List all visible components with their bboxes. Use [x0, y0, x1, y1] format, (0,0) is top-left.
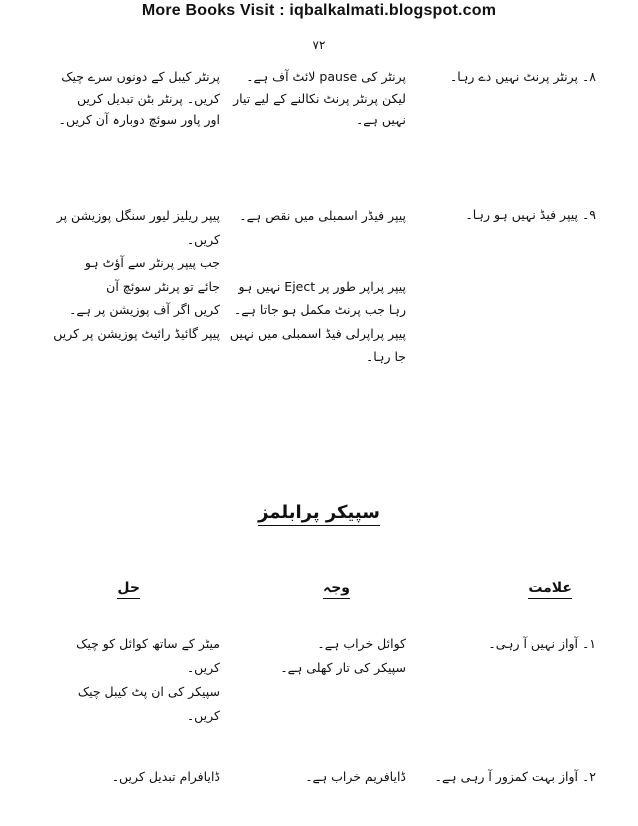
- solution-line: کریں۔: [186, 708, 220, 723]
- solution-line: میٹر کے ساتھ کوائل کو چیک: [76, 636, 220, 651]
- cause-line: سپیکر کی تار کھلی ہے۔: [280, 660, 406, 675]
- cause-line: جا رہا۔: [365, 349, 406, 364]
- speaker-1-cause: [236, 632, 406, 680]
- cause-line: لیکن پرنٹر پرنٹ نکالنے کے لیے تیار: [233, 90, 406, 106]
- column-header-label: علامت: [528, 580, 572, 599]
- page-number: ۷۲: [312, 38, 326, 52]
- column-header-solution: [117, 580, 140, 596]
- solution-line: کریں اگر آف پوزیشن پر ہے۔: [69, 302, 220, 317]
- speaker-2-solution: [30, 766, 220, 788]
- cause-line: پیپر فیڈر اسمبلی میں نقص ہے۔: [239, 208, 406, 223]
- symptom-line: ۸۔ پرنٹر پرنٹ نہیں دے رہا۔: [449, 69, 596, 84]
- solution-line: کریں۔: [186, 231, 220, 247]
- problem-9-solution: [30, 204, 220, 345]
- problem-8-cause: [233, 66, 406, 131]
- cause-line: [236, 251, 406, 275]
- cause-line: کوائل خراب ہے۔: [317, 636, 406, 651]
- speaker-2-symptom: [434, 766, 596, 788]
- solution-line: سپیکر کی ان پٹ کیبل چیک: [77, 684, 220, 699]
- cause-line: رہا جب پرنٹ مکمل ہو جاتا ہے۔: [233, 302, 406, 317]
- cause-line: پیپر پراپرلی فیڈ اسمبلی میں نہیں: [229, 325, 406, 341]
- cause-line: نہیں ہے۔: [355, 112, 406, 127]
- column-header-label: وجہ: [323, 580, 350, 599]
- symptom-line: ۹۔ پیپر فیڈ نہیں ہو رہا۔: [465, 207, 596, 222]
- cause-line: پرنٹر کی pause لائٹ آف ہے۔: [246, 69, 406, 84]
- solution-line: کریں۔: [186, 660, 220, 675]
- column-header-symptom: [528, 580, 572, 596]
- speaker-1-solution: [30, 632, 220, 728]
- solution-line: جائے تو پرنٹر سوئچ آن: [106, 278, 220, 294]
- solution-line: کریں۔ پرنٹر بٹن تبدیل کریں: [77, 90, 220, 106]
- solution-line: ڈایافرام تبدیل کریں۔: [111, 769, 220, 784]
- solution-line: پیپر گائیڈ رائیٹ پوزیشن پر کریں: [53, 325, 220, 341]
- solution-line: پرنٹر کیبل کے دونوں سرے چیک: [61, 69, 220, 84]
- symptom-line: ۲۔ آواز بہت کمزور آ رہی ہے۔: [434, 769, 596, 784]
- speaker-2-cause: [236, 766, 406, 788]
- section-title-text: سپیکر پرابلمز: [258, 502, 380, 526]
- cause-line: پیپر پراپر طور پر Eject نہیں ہو: [238, 278, 406, 294]
- speaker-1-symptom: [446, 632, 596, 656]
- symptom-line: ۱۔ آواز نہیں آ رہی۔: [488, 636, 596, 651]
- problem-9-cause: [229, 204, 406, 369]
- solution-line: اور پاور سوئچ دوبارہ آن کریں۔: [58, 112, 220, 127]
- problem-9-symptom: [446, 204, 596, 226]
- problem-8-symptom: [446, 66, 596, 88]
- column-header-label: حل: [117, 580, 140, 599]
- cause-line: ڈایافریم خراب ہے۔: [305, 769, 406, 784]
- solution-line: پیپر ریلیز لیور سنگل پوزیشن پر: [56, 208, 220, 223]
- cause-line: [236, 228, 406, 252]
- problem-8-solution: [30, 66, 220, 131]
- site-header: More Books Visit : iqbalkalmati.blogspot.com: [141, 2, 497, 19]
- column-header-cause: [323, 580, 350, 596]
- solution-line: جب پیپر پرنٹر سے آؤٹ ہو: [84, 255, 220, 270]
- section-title: [0, 502, 638, 523]
